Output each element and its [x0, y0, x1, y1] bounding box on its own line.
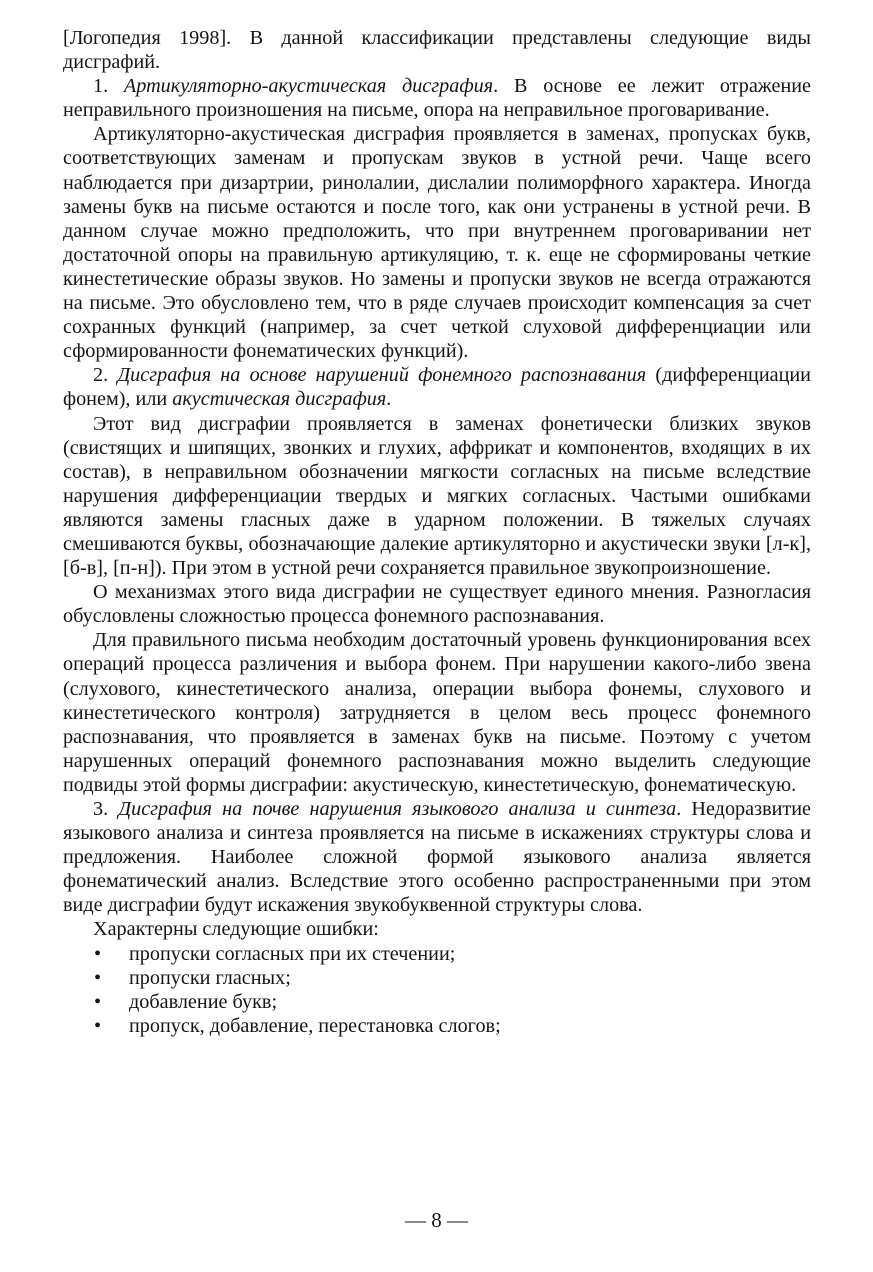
item-number-2: 2.	[93, 364, 118, 387]
paragraph-articulatory-description: Артикуляторно-акустическая дисграфия проявляется в заменах, пропусках букв, соответствующих заменам и пропускам звуков в устной речи. Чаще всего наблюдается при дизартрии, ринолалии, дислалии полиморфного характера. Иногда замены букв на письме остаются и после того, как они устранены в устной речи. В данном случае можно предположить, что при внутреннем проговаривании нет достаточной опоры на правильную артикуляцию, т. к. еще не сформированы четкие кинестетические образы звуков. Но замены и пропуски звуков не всегда отражаются на письме. Это обусловлено тем, что в ряде случаев происходит компенсация за счет сохранных функций (например, за счет четкой слуховой дифференциации или сформированности фонематических функций).	[63, 123, 811, 363]
heading-acoustic-dysgraphia: акустическая дисграфия	[172, 388, 387, 411]
error-list	[63, 942, 811, 1038]
paragraph-intro: [Логопедия 1998]. В данной классификации представлены следующие виды дисграфий.	[63, 27, 811, 74]
list-item: • добавление букв;	[94, 990, 278, 1013]
item-number-3: 3.	[93, 798, 119, 820]
paragraph-type-2	[63, 363, 811, 411]
heading-articulatory-acoustic: Артикуляторно-акустическая дисграфия	[123, 75, 494, 98]
list-item: • пропуск, добавление, перестановка слогов;	[94, 1014, 501, 1037]
list-item: • пропуски гласных;	[94, 966, 291, 989]
paragraph-type-2-mid: (дифференциации фонем), или	[63, 364, 811, 411]
paragraph-type-3	[63, 797, 811, 917]
list-item: • пропуски согласных при их стечении;	[94, 942, 456, 965]
paragraph-type-1	[63, 74, 811, 122]
heading-language-analysis: Дисграфия на почве нарушения языкового анализа и синтеза	[118, 798, 677, 820]
bullet-icon: •	[94, 942, 102, 965]
paragraph-subtypes: Для правильного письма необходим достаточный уровень функционирования всех операций процесса различения и выбора фонем. При нарушении какого-либо звена (слухового, кинестетического анализа, операции выбора фонемы, слухового и кинестетического контроля) затрудняется в целом весь процесс фонемного распознавания, что проявляется в заменах букв на письме. Поэтому с учетом нарушенных операций фонемного распознавания можно выделить следующие подвиды этой формы дисграфии: акустическую, кинестетическую, фонематическую.	[63, 629, 811, 796]
paragraph-type-2-end: .	[386, 388, 392, 411]
page-body	[63, 26, 811, 1038]
paragraph-type-1-text: . В основе ее лежит отражение неправильного произношения на письме, опора на неправильное проговаривание.	[63, 75, 812, 122]
bullet-icon: •	[94, 990, 102, 1013]
bullet-icon: •	[94, 1014, 102, 1037]
item-number-1: 1.	[93, 75, 124, 98]
paragraph-type-3-text: . Недоразвитие языкового анализа и синтеза проявляется на письме в искажениях структуры слова и предложения. Наиболее сложной формой языкового анализа является фонематический анализ. Вследствие этого особенно распространенными при этом виде дисграфии будут искажения звукобуквенной структуры слова.	[63, 798, 811, 917]
paragraph-mechanisms: О механизмах этого вида дисграфии не существует единого мнения. Разногласия обусловлены сложностью процесса фонемного распознавания.	[63, 581, 811, 628]
bullet-icon: •	[94, 966, 102, 989]
heading-phonemic-recognition: Дисграфия на основе нарушений фонемного распознавания	[117, 364, 647, 387]
paragraph-acoustic-description: Этот вид дисграфии проявляется в заменах фонетически близких звуков (свистящих и шипящих, звонких и глухих, аффрикат и компонентов, входящих в их состав), в неправильном обозначении мягкости согласных на письме вследствие нарушения дифференциации твердых и мягких согласных. Частыми ошибками являются замены гласных даже в ударном положении. В тяжелых случаях смешиваются буквы, обозначающие далекие артикуляторно и акустически звуки [л-к], [б-в], [п-н]). При этом в устной речи сохраняется правильное звукопроизношение.	[63, 412, 811, 580]
page-number: — 8 —	[405, 1208, 468, 1232]
paragraph-errors-intro: Характерны следующие ошибки:	[93, 918, 379, 941]
